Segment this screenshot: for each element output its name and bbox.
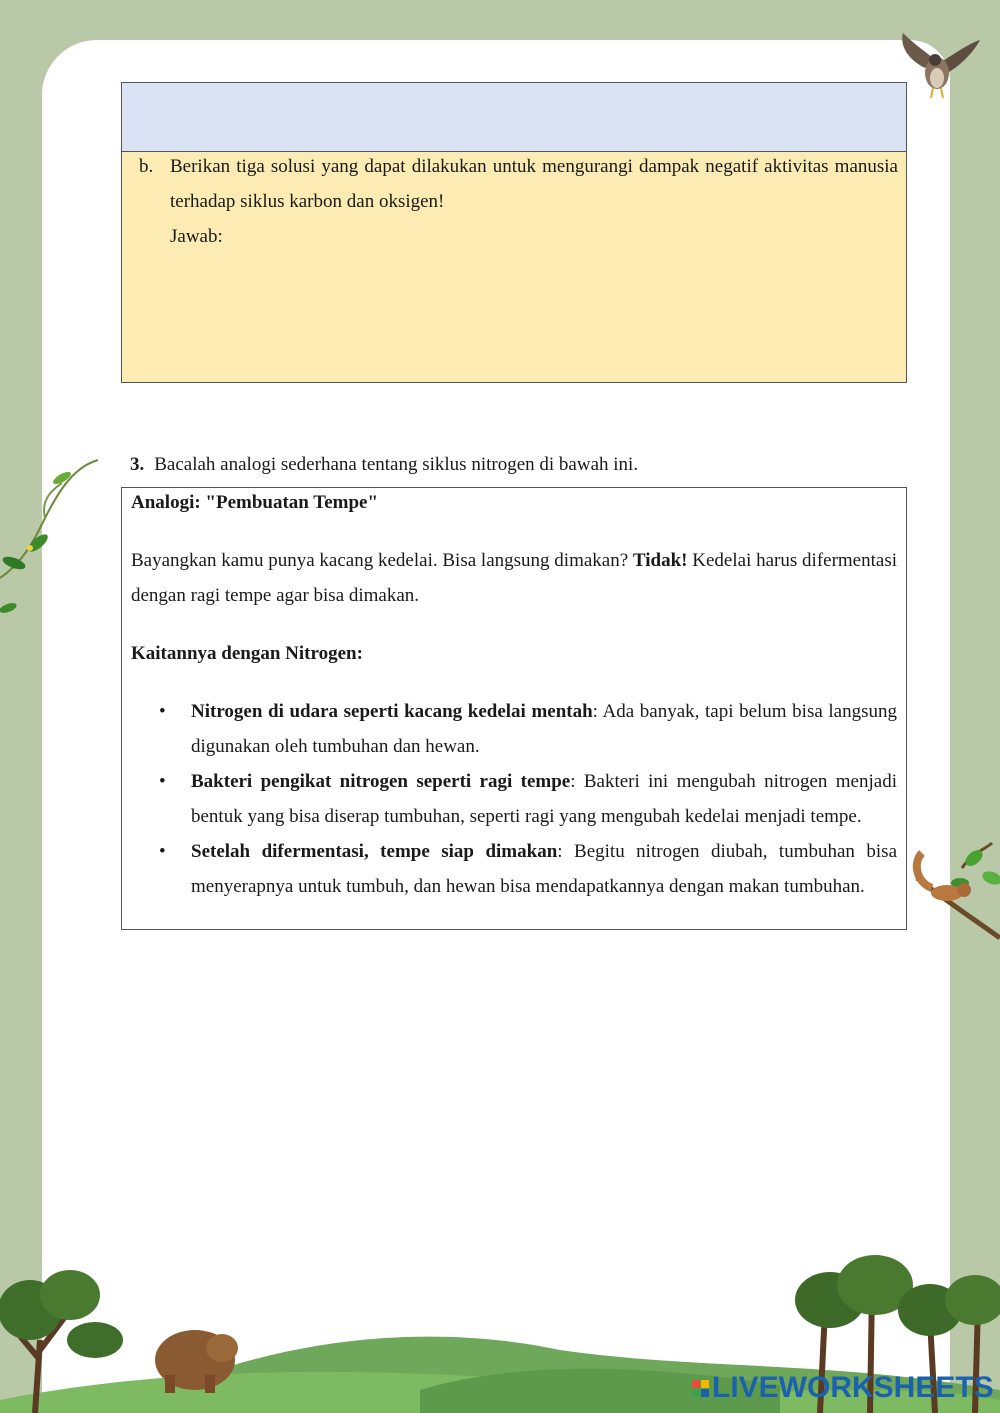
bullet-text: : Begitu nitrogen diubah, tumbuhan bisa menyerapnya untuk tumbuh, dan hewan bisa mendapatkannya dengan makan tumbuhan. [191, 841, 897, 897]
logo-text: LIVEWORKSHEETS [712, 1371, 994, 1404]
question-b-box [121, 152, 907, 383]
liveworksheets-logo[interactable] [692, 1372, 994, 1404]
bird-illustration [895, 28, 985, 103]
analogy-bullet-list [131, 694, 897, 904]
answer-input-area[interactable] [121, 82, 907, 152]
vine-illustration [0, 458, 100, 623]
logo-mark-icon [692, 1380, 709, 1397]
squirrel-illustration [912, 838, 1000, 943]
analogy-subheading: Kaitannya dengan Nitrogen: [131, 643, 363, 664]
analogy-title: Analogi: "Pembuatan Tempe" [131, 492, 379, 513]
intro-part-1: Bayangkan kamu punya kacang kedelai. Bisa langsung dimakan? [131, 550, 633, 571]
intro-part-2: Kedelai harus difermentasi dengan ragi tempe agar bisa dimakan. [131, 550, 898, 606]
question-3-number: 3. [130, 454, 145, 475]
list-item [131, 764, 897, 834]
question-b-text: Berikan tiga solusi yang dapat dilakukan untuk mengurangi dampak negatif aktivitas manusia terhadap siklus karbon dan oksigen! [170, 156, 898, 212]
answer-label: Jawab: [170, 226, 223, 247]
question-3-text: Bacalah analogi sederhana tentang siklus nitrogen di bawah ini. [154, 454, 639, 475]
analogy-intro [131, 543, 897, 613]
bullet-text: : Ada banyak, tapi belum bisa langsung digunakan oleh tumbuhan dan hewan. [191, 701, 897, 757]
list-item [131, 834, 897, 904]
bullet-text: : Bakteri ini mengubah nitrogen menjadi bentuk yang bisa diserap tumbuhan, seperti ragi yang mengubah kedelai menjadi tempe. [191, 771, 897, 827]
question-b-marker: b. [139, 156, 154, 177]
bullet-heading: Bakteri pengikat nitrogen seperti ragi tempe [191, 771, 571, 792]
bullet-heading: Nitrogen di udara seperti kacang kedelai mentah [191, 701, 593, 722]
intro-emphasis: Tidak! [632, 550, 688, 571]
question-3 [130, 450, 638, 480]
analogy-box [121, 487, 907, 930]
bullet-heading: Setelah difermentasi, tempe siap dimakan [191, 841, 558, 862]
list-item [131, 694, 897, 764]
